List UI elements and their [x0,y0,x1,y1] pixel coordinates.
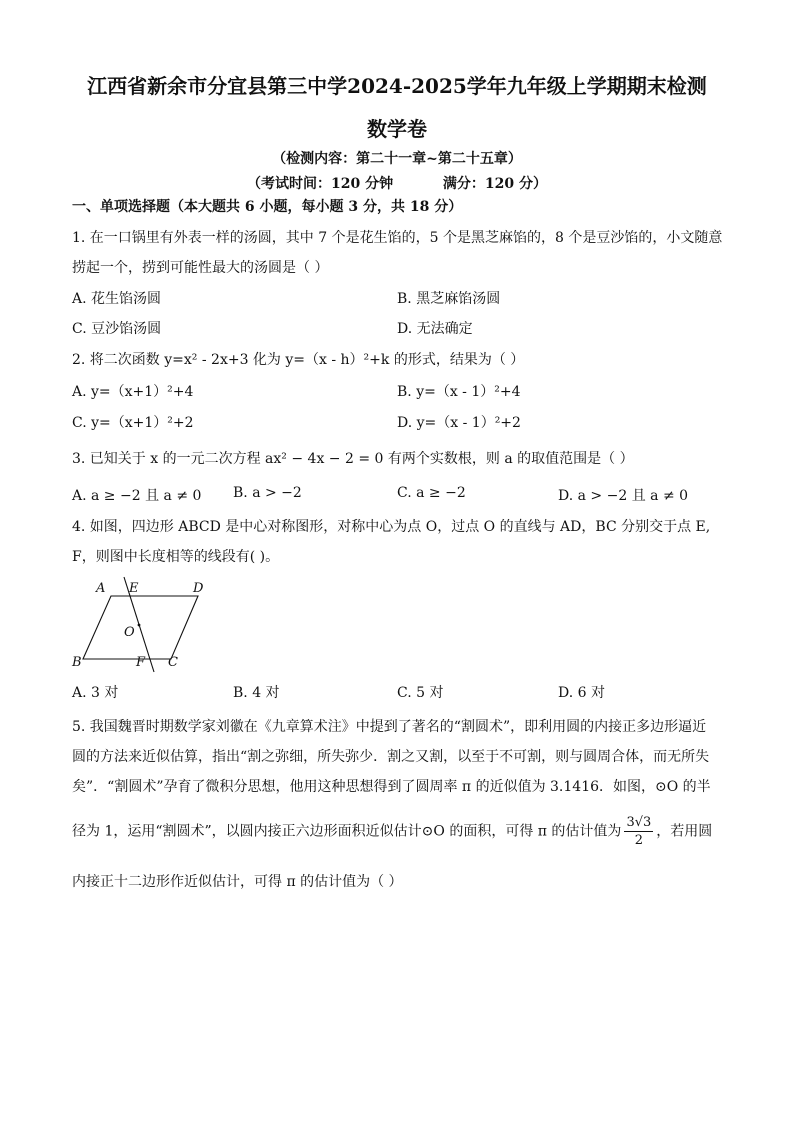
question-3-option-a[interactable]: A. a ≥ −2 且 a ≠ 0 [72,488,202,504]
exam-title-line1: 江西省新余市分宜县第三中学2024-2025学年九年级上学期期末检测 [87,74,707,98]
question-1-option-d[interactable]: D. 无法确定 [397,321,473,337]
fraction-denominator: 2 [634,833,643,848]
question-4-option-a[interactable]: A. 3 对 [72,685,119,701]
label-o: O [124,625,135,640]
question-1-option-a[interactable]: A. 花生馅汤圆 [72,291,162,307]
question-3-option-b[interactable]: B. a > −2 [233,485,302,501]
question-5-line5: 内接正十二边形作近似估计，可得 π 的估计值为（ ） [72,874,403,890]
question-1-option-b[interactable]: B. 黑芝麻馅汤圆 [397,291,501,307]
question-4-option-b[interactable]: B. 4 对 [233,685,280,701]
exam-time: （考试时间：120 分钟 [247,176,394,192]
question-5-line4-tail: ，若用圆 [656,823,713,840]
exam-score: 满分：120 分） [442,176,547,192]
label-d: D [193,581,204,596]
question-4-line2: F，则图中长度相等的线段有( )。 [72,549,280,565]
question-3-option-c[interactable]: C. a ≥ −2 [397,485,466,501]
question-5-line2: 圆的方法来近似估算，指出“割之弥细，所失弥少．割之又割，以至于不可割，则与圆周合体，而无所失 [72,749,710,765]
question-1-option-c[interactable]: C. 豆沙馅汤圆 [72,321,162,337]
exam-scope: （检测内容：第二十一章~第二十五章） [272,151,522,167]
question-5-line4 [72,814,712,849]
question-1-line2: 捞起一个，捞到可能性最大的汤圆是（ ） [72,260,329,276]
section-heading: 一、单项选择题（本大题共 6 小题，每小题 3 分，共 18 分） [72,199,463,215]
question-4-option-d[interactable]: D. 6 对 [558,685,605,701]
question-2-option-a[interactable]: A. y=（x+1）²+4 [72,384,194,400]
fraction-numerator: 3√3 [626,815,652,830]
question-2-option-b[interactable]: B. y=（x - 1）²+4 [397,384,521,400]
label-b: B [72,655,82,670]
exam-time-score [0,173,794,193]
question-2-line1: 2. 将二次函数 y=x² - 2x+3 化为 y=（x - h）²+k 的形式，结果为（ ） [72,352,525,368]
exam-title-line2: 数学卷 [367,117,427,141]
question-3-option-d[interactable]: D. a > −2 且 a ≠ 0 [558,488,689,504]
label-f: F [136,655,146,670]
question-1-line1: 1. 在一口锅里有外表一样的汤圆，其中 7 个是花生馅的，5 个是黑芝麻馅的，8 个是豆沙馅的，小文随意 [72,230,723,246]
question-5-line4-text: 径为 1，运用“割圆术”，以圆内接正六边形面积近似估计⊙O 的面积，可得 π 的估计值为 [72,823,622,840]
fraction-3-sqrt3-over-2 [624,814,653,849]
question-2-option-c[interactable]: C. y=（x+1）²+2 [72,415,194,431]
question-3-line1: 3. 已知关于 x 的一元二次方程 ax² − 4x − 2 = 0 有两个实数根，则 a 的取值范围是（ ） [72,451,634,467]
question-4-line1: 4. 如图，四边形 ABCD 是中心对称图形，对称中心为点 O，过点 O 的直线与 AD，BC 分别交于点 E, [72,519,711,535]
label-a: A [96,581,106,596]
parallelogram-figure [68,574,218,674]
label-c: C [168,655,178,670]
label-e: E [129,581,139,596]
question-5-line1: 5. 我国魏晋时期数学家刘徽在《九章算术注》中提到了著名的“割圆术”，即利用圆的内接正多边形逼近 [72,719,707,735]
center-point-o [138,624,141,627]
question-2-option-d[interactable]: D. y=（x - 1）²+2 [397,415,521,431]
question-4-option-c[interactable]: C. 5 对 [397,685,444,701]
question-5-line3: 矣”．“割圆术”孕育了微积分思想，他用这种思想得到了圆周率 π 的近似值为 3.1416．如图，⊙O 的半 [72,779,711,795]
